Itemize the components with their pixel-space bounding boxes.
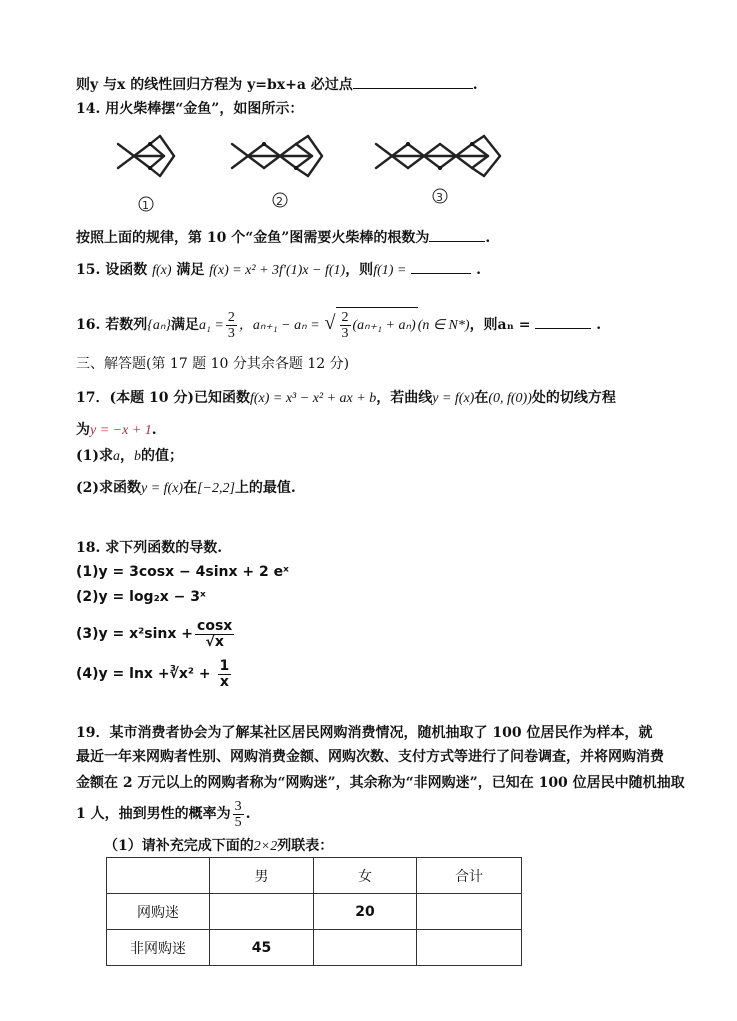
q17-text: 17．(本题 10 分)已知函数 <box>76 390 250 406</box>
q19-line4 <box>76 796 251 832</box>
q19-line1: 19．某市消费者协会为了解某社区居民网购消费情况，随机抽取了 100 位居民作为样本，就 <box>76 725 653 741</box>
table-header-cell: 男 <box>210 858 314 894</box>
q16-recurrence: ，aₙ₊₁ − aₙ = <box>238 318 320 333</box>
answer-blank <box>535 314 591 329</box>
table-header-cell <box>107 858 210 894</box>
q15 <box>76 259 481 281</box>
table-header-cell: 合计 <box>417 858 522 894</box>
q19-line4-text: 1 人，抽到男性的概率为 <box>76 806 231 822</box>
q19-line3: 金额在 2 万元以上的网购者称为“网购迷”，其余称为“非网购迷”，已知在 100 位居民中随机抽取 <box>76 775 685 791</box>
table-cell: 20 <box>314 894 417 930</box>
svg-text:1: 1 <box>142 199 149 212</box>
q14-question-text: 按照上面的规律，第 10 个“金鱼”图需要火柴棒的根数为 <box>76 230 430 246</box>
table-cell: 非网购迷 <box>107 930 210 966</box>
var-a: a <box>113 449 120 464</box>
q18-item-4 <box>76 656 233 692</box>
table-cell: 45 <box>210 930 314 966</box>
q18-item-3 <box>76 616 236 652</box>
frac-den: x <box>219 673 229 690</box>
q17-line1 <box>76 388 616 409</box>
q17-interval: [−2,2] <box>197 481 235 496</box>
q18-item-4-root: ∛x² <box>169 666 195 682</box>
q15-mid2: ，则 <box>345 262 374 278</box>
q15-ask: f(1) = <box>373 263 407 278</box>
q18-item-1: (1)y = 3cosx − 4sinx + 2 eˣ <box>76 564 289 580</box>
table-cell <box>314 930 417 966</box>
table-cell: 网购迷 <box>107 894 210 930</box>
q16-prefix: 16. 若数列 <box>76 317 148 333</box>
q16-sqrt <box>336 307 418 343</box>
q16-mid: 满足 <box>171 317 200 333</box>
table-cell <box>417 930 522 966</box>
period: . <box>476 262 481 278</box>
q18-item-4-text: (4)y = lnx + <box>76 666 170 682</box>
q16-sqrt-frac <box>340 310 351 341</box>
period: . <box>485 230 491 246</box>
q19-sub1 <box>104 836 333 857</box>
fish-figure-3 <box>372 124 522 218</box>
q17-func: f(x) = x³ − x² + ax + b <box>249 391 377 406</box>
frac-num: 1 <box>219 657 230 674</box>
frac-den: 3 <box>341 325 349 341</box>
table-header-row <box>107 858 522 894</box>
var-b: b <box>134 449 141 464</box>
table-header-cell: 女 <box>314 858 417 894</box>
frac-num: cosx <box>197 617 233 634</box>
q17-part1 <box>76 446 183 467</box>
regression-line <box>76 74 478 95</box>
answer-blank <box>429 227 485 242</box>
frac-den: 5 <box>234 814 242 830</box>
q17-curve: y = f(x) <box>432 391 475 406</box>
frac-num: 2 <box>341 309 349 325</box>
q17-point: (0, f(0)) <box>488 391 532 406</box>
svg-text:2: 2 <box>276 195 283 208</box>
contingency-table <box>106 857 522 966</box>
q19-line2: 最近一年来网购者性别、网购消费金额、网购次数、支付方式等进行了问卷调查，并将网购消费 <box>76 749 664 765</box>
q17-text5: 为 <box>76 422 90 438</box>
table-row <box>107 894 522 930</box>
q17-p1-end: 的值； <box>141 448 183 464</box>
q14-question <box>76 227 490 248</box>
q17-p2-func: y = f(x) <box>141 481 184 496</box>
table-cell <box>417 894 522 930</box>
table-cell <box>210 894 314 930</box>
frac-den: √x <box>205 633 224 650</box>
period: . <box>472 77 478 93</box>
q16-cond: (n ∈ N*) <box>417 318 470 333</box>
q15-mid: 满足 <box>176 262 205 278</box>
q19-sub1-end: 列联表： <box>277 838 334 854</box>
q14-stem: 14. 用火柴棒摆“金鱼”，如图所示： <box>76 101 304 117</box>
frac-den: 3 <box>227 325 235 341</box>
sqrt-sign: √ <box>324 312 336 334</box>
q15-equation: f(x) = x² + 3f′(1)x − f(1) <box>209 263 346 278</box>
q17-tangent: y = −x + 1 <box>90 423 152 438</box>
q19-2x2: 2×2 <box>253 839 278 854</box>
frac-num: 2 <box>227 309 235 325</box>
answer-blank <box>411 259 471 274</box>
section-3-heading: 三、解答题(第 17 题 10 分其余各题 12 分) <box>76 356 350 372</box>
period: . <box>151 422 157 438</box>
q16-seq: {aₙ} <box>147 318 172 333</box>
q17-p2-text2: 在 <box>183 480 198 496</box>
plus-sign: + <box>198 666 211 682</box>
svg-text:3: 3 <box>436 191 443 204</box>
frac-num: 3 <box>234 798 242 814</box>
comma: ， <box>120 448 134 464</box>
q16-frac <box>226 310 237 341</box>
q18-item-3-frac <box>195 619 234 650</box>
q18-stem: 18. 求下列函数的导数. <box>76 540 223 556</box>
answer-blank <box>353 74 473 89</box>
q18-item-2: (2)y = log₂x − 3ˣ <box>76 589 206 605</box>
period: . <box>596 317 602 333</box>
q15-prefix: 15. 设函数 <box>76 262 148 278</box>
period: . <box>245 806 251 822</box>
fish-figure-1 <box>112 128 192 222</box>
q18-item-4-frac <box>218 659 232 690</box>
q16-sqrt-tail: (aₙ₊₁ + aₙ) <box>352 318 416 333</box>
q16-a1: a₁ = <box>199 318 224 333</box>
q17-p2-end: 上的最值. <box>234 480 296 496</box>
q17-text2: ，若曲线 <box>376 390 433 406</box>
q15-fx: f(x) <box>152 263 172 278</box>
table-row <box>107 930 522 966</box>
q17-part2 <box>76 478 296 499</box>
regression-text: 则y 与x 的线性回归方程为 y=bx+a 必过点 <box>76 77 353 93</box>
q17-p2-text: (2)求函数 <box>76 480 141 496</box>
q17-line2 <box>76 420 157 441</box>
q17-text4: 处的切线方程 <box>531 390 616 406</box>
q17-text3: 在 <box>474 390 489 406</box>
q19-sub1-text: （1）请补充完成下面的 <box>104 838 254 854</box>
q19-frac <box>233 799 244 830</box>
q17-p1-text: (1)求 <box>76 448 113 464</box>
q16 <box>76 306 601 343</box>
fish-figure-2 <box>228 128 338 222</box>
q18-item-3-text: (3)y = x²sinx + <box>76 626 194 642</box>
q16-ask: ，则aₙ = <box>469 317 531 333</box>
